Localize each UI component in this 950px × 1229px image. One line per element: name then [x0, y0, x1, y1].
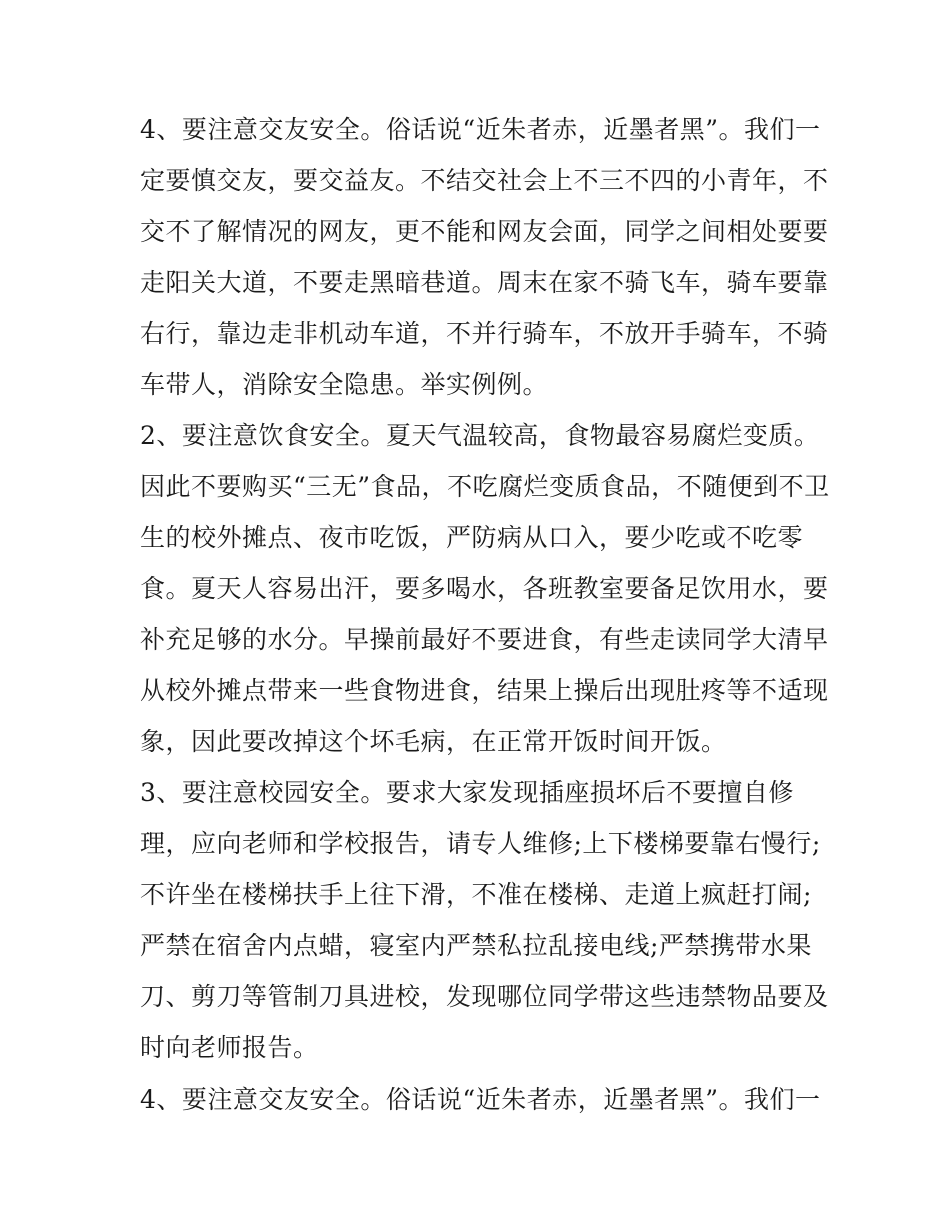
- text-line: 从校外摊点带来一些食物进食，结果上操后出现肚疼等不适现: [140, 676, 829, 705]
- text-line: 生的校外摊点、夜市吃饭，严防病从口入，要少吃或不吃零: [140, 523, 804, 552]
- text-line: 严禁在宿舍内点蜡，寝室内严禁私拉乱接电线;严禁携带水果: [140, 931, 812, 960]
- text-line: 不许坐在楼梯扶手上往下滑，不准在楼梯、走道上疯赶打闹;: [140, 880, 812, 909]
- text-line: 理，应向老师和学校报告，请专人维修;上下楼梯要靠右慢行;: [140, 829, 821, 858]
- text-line: 2、要注意饮食安全。夏天气温较高，食物最容易腐烂变质。: [140, 421, 820, 450]
- text-line: 右行，靠边走非机动车道，不并行骑车，不放开手骑车，不骑: [140, 319, 829, 348]
- text-line: 4、要注意交友安全。俗话说“近朱者赤，近墨者黑”。我们一: [140, 1085, 821, 1114]
- text-line: 时向老师报告。: [140, 1033, 319, 1062]
- text-line: 定要慎交友，要交益友。不结交社会上不三不四的小青年，不: [140, 166, 829, 195]
- text-line: 4、要注意交友安全。俗话说“近朱者赤，近墨者黑”。我们一: [140, 115, 821, 144]
- text-line: 象，因此要改掉这个坏毛病，在正常开饭时间开饭。: [140, 727, 727, 756]
- text-line: 交不了解情况的网友，更不能和网友会面，同学之间相处要要: [140, 217, 829, 246]
- text-line: 刀、剪刀等管制刀具进校，发现哪位同学带这些违禁物品要及: [140, 982, 829, 1011]
- text-line: 食。夏天人容易出汗，要多喝水，各班教室要备足饮用水，要: [140, 574, 829, 603]
- text-line: 3、要注意校园安全。要求大家发现插座损坏后不要擅自修: [140, 778, 794, 807]
- text-line: 补充足够的水分。早操前最好不要进食，有些走读同学大清早: [140, 625, 829, 654]
- text-line: 车带人，消除安全隐患。举实例例。: [140, 370, 549, 399]
- text-line: 走阳关大道，不要走黑暗巷道。周末在家不骑飞车，骑车要靠: [140, 268, 829, 297]
- text-line: 因此不要购买“三无”食品，不吃腐烂变质食品，不随便到不卫: [140, 472, 830, 501]
